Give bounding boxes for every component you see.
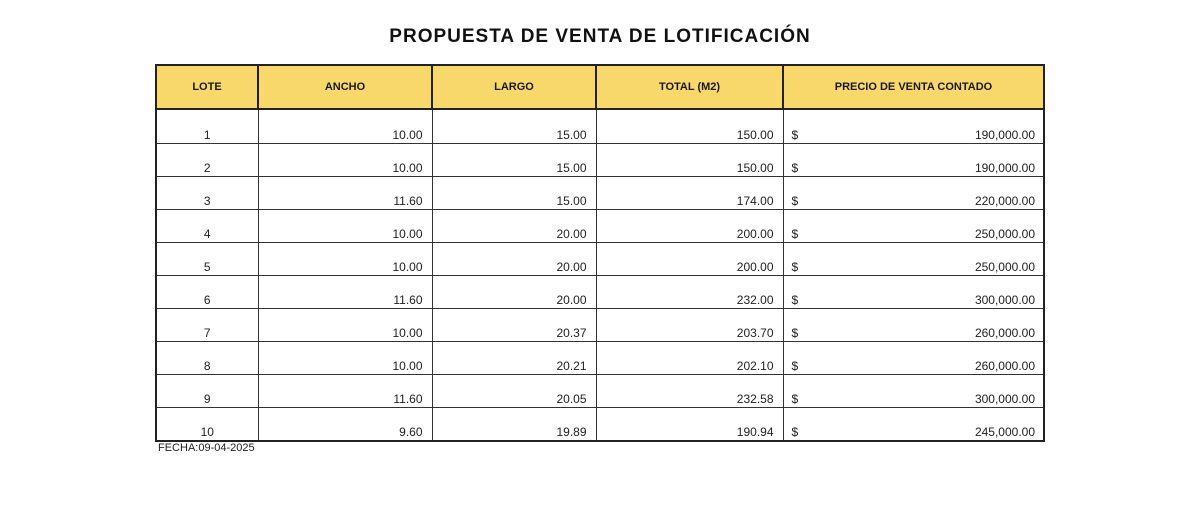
cell-largo: 19.89 <box>432 408 596 442</box>
cell-lote: 6 <box>156 276 258 309</box>
lot-sales-table <box>155 64 1045 442</box>
column-header-total: TOTAL (M2) <box>596 65 783 109</box>
cell-total: 174.00 <box>596 177 783 210</box>
price-value: 245,000.00 <box>974 425 1035 439</box>
cell-ancho: 11.60 <box>258 276 432 309</box>
currency-symbol: $ <box>791 161 799 175</box>
cell-ancho: 10.00 <box>258 109 432 144</box>
cell-total: 190.94 <box>596 408 783 442</box>
cell-total: 200.00 <box>596 243 783 276</box>
cell-total: 232.00 <box>596 276 783 309</box>
cell-largo: 15.00 <box>432 177 596 210</box>
cell-total: 150.00 <box>596 109 783 144</box>
table-row <box>156 210 1044 243</box>
table-row <box>156 342 1044 375</box>
cell-lote: 8 <box>156 342 258 375</box>
page-title: PROPUESTA DE VENTA DE LOTIFICACIÓN <box>389 26 811 47</box>
price-value: 300,000.00 <box>974 392 1035 406</box>
cell-precio <box>783 243 1044 276</box>
cell-ancho: 11.60 <box>258 177 432 210</box>
cell-precio <box>783 408 1044 442</box>
cell-total: 203.70 <box>596 309 783 342</box>
column-header-largo: LARGO <box>432 65 596 109</box>
currency-symbol: $ <box>791 227 799 241</box>
cell-largo: 15.00 <box>432 109 596 144</box>
cell-largo: 20.00 <box>432 276 596 309</box>
table-row <box>156 309 1044 342</box>
table-header-row <box>156 65 1044 109</box>
cell-lote: 10 <box>156 408 258 442</box>
cell-largo: 20.00 <box>432 243 596 276</box>
price-value: 250,000.00 <box>974 260 1035 274</box>
price-value: 300,000.00 <box>974 293 1035 307</box>
cell-ancho: 10.00 <box>258 144 432 177</box>
column-header-ancho: ANCHO <box>258 65 432 109</box>
cell-precio <box>783 276 1044 309</box>
table-row <box>156 144 1044 177</box>
cell-precio <box>783 144 1044 177</box>
price-value: 260,000.00 <box>974 326 1035 340</box>
cell-largo: 20.05 <box>432 375 596 408</box>
price-value: 220,000.00 <box>974 194 1035 208</box>
column-header-lote: LOTE <box>156 65 258 109</box>
cell-lote: 3 <box>156 177 258 210</box>
price-value: 190,000.00 <box>974 128 1035 142</box>
cell-largo: 20.21 <box>432 342 596 375</box>
cell-lote: 4 <box>156 210 258 243</box>
currency-symbol: $ <box>791 128 799 142</box>
column-header-precio: PRECIO DE VENTA CONTADO <box>783 65 1044 109</box>
currency-symbol: $ <box>791 425 799 439</box>
cell-total: 150.00 <box>596 144 783 177</box>
cell-largo: 20.00 <box>432 210 596 243</box>
date-footer: FECHA:09-04-2025 <box>158 442 255 454</box>
cell-largo: 20.37 <box>432 309 596 342</box>
cell-precio <box>783 342 1044 375</box>
cell-precio <box>783 177 1044 210</box>
cell-total: 232.58 <box>596 375 783 408</box>
price-value: 250,000.00 <box>974 227 1035 241</box>
table-row <box>156 109 1044 144</box>
price-value: 260,000.00 <box>974 359 1035 373</box>
cell-ancho: 10.00 <box>258 342 432 375</box>
table-row <box>156 276 1044 309</box>
cell-ancho: 10.00 <box>258 210 432 243</box>
cell-lote: 9 <box>156 375 258 408</box>
cell-precio <box>783 375 1044 408</box>
table-row <box>156 375 1044 408</box>
cell-ancho: 10.00 <box>258 243 432 276</box>
currency-symbol: $ <box>791 326 799 340</box>
currency-symbol: $ <box>791 260 799 274</box>
currency-symbol: $ <box>791 359 799 373</box>
currency-symbol: $ <box>791 392 799 406</box>
cell-total: 200.00 <box>596 210 783 243</box>
cell-largo: 15.00 <box>432 144 596 177</box>
cell-ancho: 11.60 <box>258 375 432 408</box>
currency-symbol: $ <box>791 293 799 307</box>
price-value: 190,000.00 <box>974 161 1035 175</box>
cell-total: 202.10 <box>596 342 783 375</box>
cell-lote: 7 <box>156 309 258 342</box>
cell-lote: 1 <box>156 109 258 144</box>
cell-lote: 2 <box>156 144 258 177</box>
table-row <box>156 177 1044 210</box>
table-row <box>156 408 1044 442</box>
table-row <box>156 243 1044 276</box>
cell-ancho: 10.00 <box>258 309 432 342</box>
currency-symbol: $ <box>791 194 799 208</box>
cell-precio <box>783 309 1044 342</box>
cell-precio <box>783 210 1044 243</box>
cell-ancho: 9.60 <box>258 408 432 442</box>
cell-precio <box>783 109 1044 144</box>
cell-lote: 5 <box>156 243 258 276</box>
